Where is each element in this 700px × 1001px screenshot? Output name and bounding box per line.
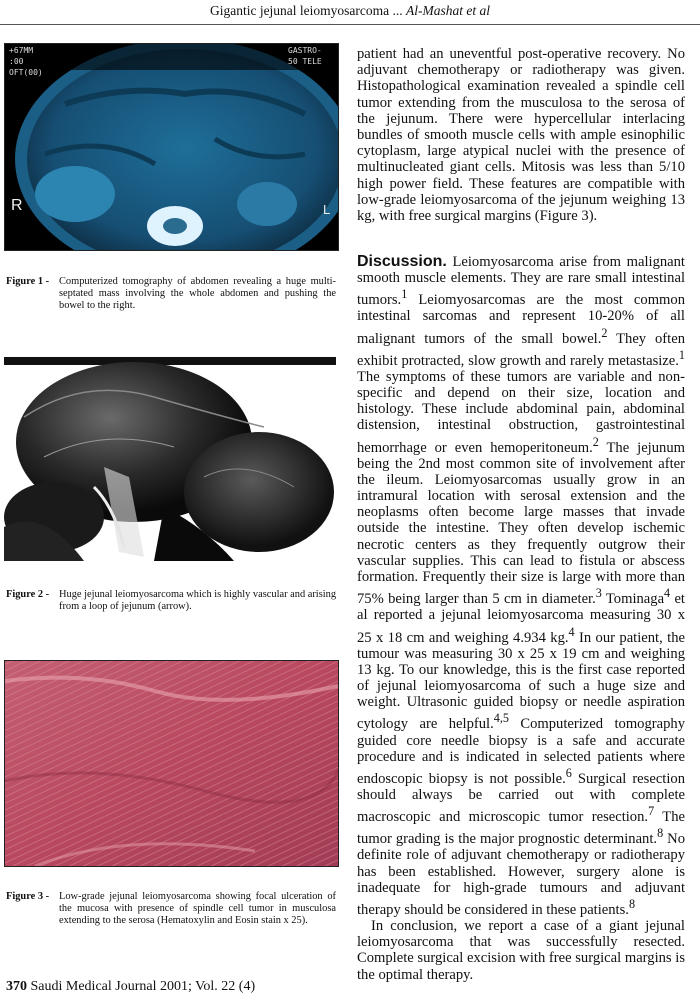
discussion-text: In our patient, the tumour was measuring 30 x 25 x 19 cm and weighing 13 kg. To our knowledge, this is the first case reported of jejunal leiomyosarcoma of such a huge size and weight. Ultrasonic guided biopsy or needle aspiration cytology are helpful. bbox=[357, 629, 685, 733]
reference-sup: 8 bbox=[628, 896, 636, 911]
overlay-tr2: 50 TELE bbox=[288, 57, 322, 66]
overlay-tl1: +67MM bbox=[9, 46, 34, 55]
overlay-tr1: GASTRO- bbox=[288, 46, 322, 55]
figure-3-caption-text: Low-grade jejunal leiomyosarcoma showing focal ulceration of the mucosa with presence of spindle cell tumor in musculosa extending to the serosa (Hematoxylin and Eosin stain x 25). bbox=[59, 891, 336, 927]
reference-sup: 2 bbox=[601, 325, 608, 340]
page-footer bbox=[6, 979, 255, 995]
discussion-section bbox=[357, 254, 685, 983]
discussion-heading: Discussion. bbox=[357, 253, 447, 270]
figure-2-caption bbox=[6, 589, 336, 613]
body-paragraph-1 bbox=[357, 46, 685, 224]
header-title: Gigantic jejunal leiomyosarcoma ... bbox=[209, 3, 407, 18]
overlay-side-l: L bbox=[323, 202, 331, 217]
reference-sup: 4 bbox=[568, 624, 575, 639]
overlay-side-r: R bbox=[11, 197, 23, 214]
figure-1-caption bbox=[6, 276, 336, 313]
discussion-text: The symptoms of these tumors are variable and non-specific and depend on their size, location and histology. These include abdominal pain, abdominal distension, intestinal obstruction, gastrointestinal hemorrhage or even hemoperitoneum. bbox=[357, 368, 685, 456]
reference-sup: 7 bbox=[648, 804, 655, 819]
reference-sup: 1 bbox=[401, 287, 408, 302]
figure-1-caption-text: Computerized tomography of abdomen revealing a huge multi-septated mass involving the whole abdomen and pushing the bowel to the right. bbox=[59, 276, 336, 312]
discussion-text: They often exhibit protracted, slow growth and rarely metastasize. bbox=[357, 330, 685, 369]
discussion-text: Surgical resection should always be carried out with complete macroscopic and microscopic tumor resection. bbox=[357, 770, 685, 826]
discussion-text: The jejunum being the 2nd most common site of involvement after the ileum. Leiomyosarcomas usually grow in an intramural location with serosal extension and the neoplasms often become large masses that invade outside the intestine. They often develop ischemic necrotic centers as they frequently outgrow their vascular supplies. This can lead to fistula or abscess formation. Frequently their size is large with more than 75% being larger than 5 cm in diameter. bbox=[357, 439, 685, 608]
reference-sup: 1 bbox=[678, 347, 685, 362]
reference-sup: 6 bbox=[565, 765, 572, 780]
header-authors: Al-Mashat et al bbox=[406, 3, 491, 18]
header-rule bbox=[0, 24, 700, 25]
discussion-text: No definite role of adjuvant chemotherapy or radiotherapy has been established. However, surgery alone is inadequate for high-grade tumours and adjuvant therapy should be considered in these patients. bbox=[357, 831, 685, 918]
page-number: 370 bbox=[6, 979, 27, 994]
histopathology-paragraph: patient had an uneventful post-operative recovery. No adjuvant chemotherapy or radiotherapy was given. Histopathological examination revealed a spindle cell tumor extending from the musculosa to the serosa of the jejunum. There were hypercellular interlacing bundles of smooth muscle cells with ample esinophilic cytoplasm, large atypical nuclei with the presence of multinucleated giant cells. Mitosis was less than 5/10 high power field. These features are compatible with low-grade leiomyosarcoma of the jejunum weighing 13 kg, with free surgical margins (Figure 3). bbox=[357, 46, 685, 225]
journal-citation: Saudi Medical Journal 2001; Vol. 22 (4) bbox=[27, 979, 256, 994]
overlay-tl2: :00 bbox=[9, 57, 24, 66]
reference-sup: 4 bbox=[664, 586, 671, 601]
overlay-tl3: OFT(00) bbox=[9, 68, 43, 77]
reference-sup: 8 bbox=[657, 826, 664, 841]
figure-2-specimen-photo bbox=[4, 357, 336, 561]
figure-3-label: Figure 3 - bbox=[6, 891, 50, 902]
figure-3-caption bbox=[6, 891, 336, 928]
discussion-text: et al reported a jejunal leiomyosarcoma measuring 30 x 25 x 18 cm and weighing 4.934 kg. bbox=[357, 591, 685, 646]
running-header bbox=[0, 3, 700, 19]
figure-2-label: Figure 2 - bbox=[6, 589, 50, 600]
reference-sup: 4,5 bbox=[493, 711, 509, 726]
discussion-text: Computerized tomography guided core needle biopsy is a safe and accurate procedure and is indicated in selected patients where endoscopic biopsy is not possible. bbox=[357, 716, 685, 787]
reference-sup: 2 bbox=[592, 434, 599, 449]
discussion-paragraph bbox=[357, 254, 685, 918]
figure-2-caption-text: Huge jejunal leiomyosarcoma which is highly vascular and arising from a loop of jejunum (arrow). bbox=[59, 589, 337, 613]
figure-3-histology-image bbox=[4, 660, 339, 867]
figure-1-ct-image bbox=[4, 43, 339, 251]
discussion-text: Leiomyosarcomas are the most common intestinal sarcomas and represent 10-20% of all malignant tumors of the small bowel. bbox=[357, 292, 685, 347]
discussion-text: The tumor grading is the major prognostic determinant. bbox=[357, 809, 685, 848]
discussion-text: Leiomyosarcoma arise from malignant smooth muscle elements. They are rare small intestinal tumors. bbox=[357, 254, 685, 309]
conclusion-paragraph: In conclusion, we report a case of a giant jejunal leiomyosarcoma that was successfully resected. Complete surgical excision with free surgical margins is the optimal therapy. bbox=[357, 917, 685, 983]
reference-sup: 3 bbox=[595, 586, 602, 601]
figure-1-label: Figure 1 - bbox=[6, 276, 50, 287]
discussion-text: Tominaga bbox=[601, 591, 665, 608]
